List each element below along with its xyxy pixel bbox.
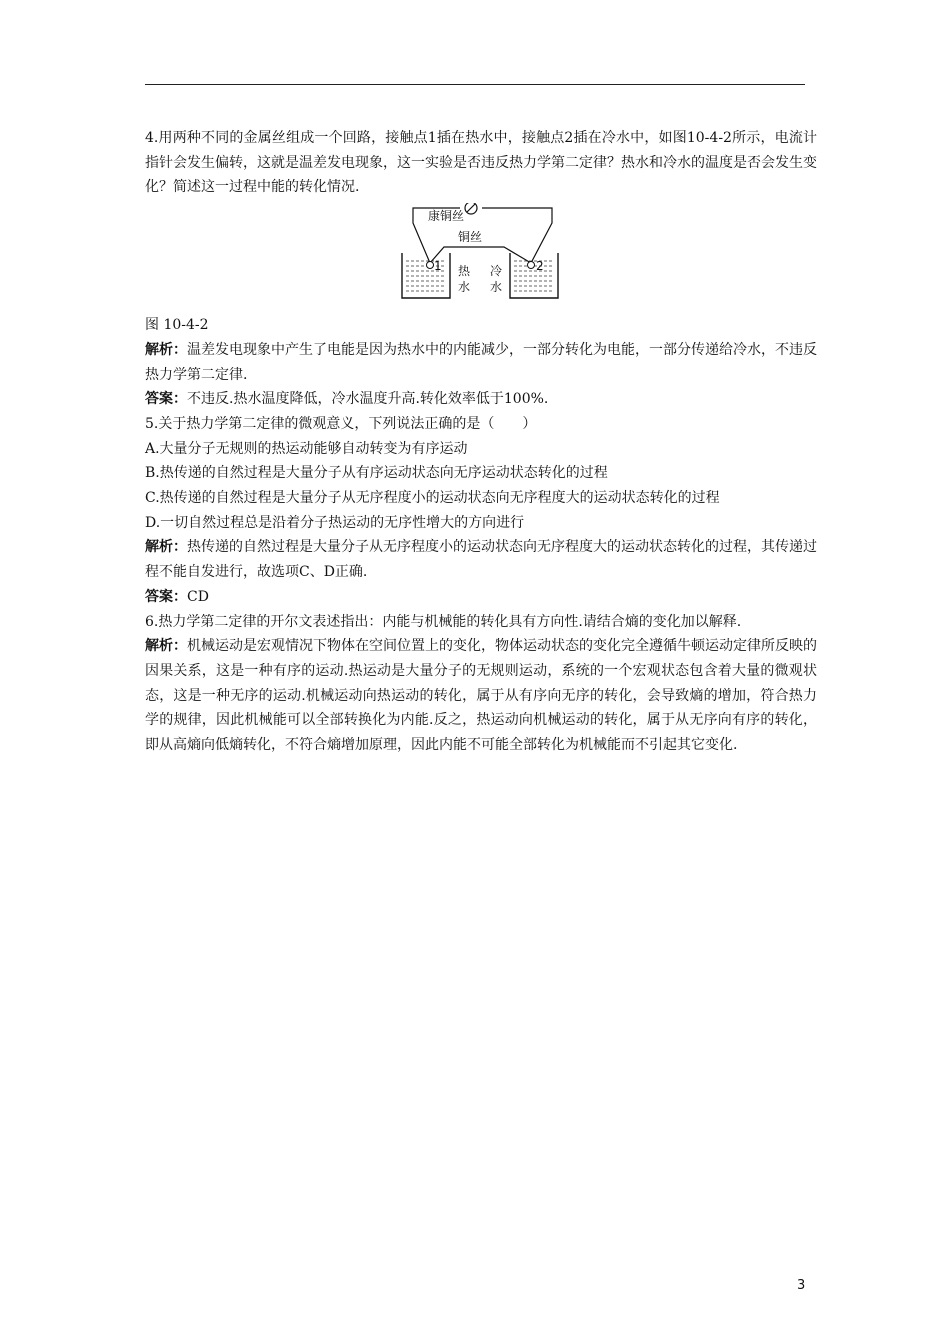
label-copper: 铜丝 [458,230,483,245]
cold-water-label-1: 冷 [490,264,503,279]
q5-analysis-text: 热传递的自然过程是大量分子从无序程度小的运动状态向无序程度大的运动状态转化的过程，其传递过程不能自发进行，故选项C、D正确. [145,539,817,581]
q5-option-b: B.热传递的自然过程是大量分子从有序运动状态向无序运动状态转化的过程 [145,465,608,482]
junction-2-label: 2 [536,259,544,274]
q4-text: 4.用两种不同的金属丝组成一个回路，接触点1插在热水中，接触点2插在冷水中，如图10-4-2所示，电流计指针会发生偏转，这就是温差发电现象，这一实验是否违反热力学第二定律？热水和冷水的温度是否会发生变化？简述这一过程中能的转化情况. [145,130,817,196]
q5-option-a: A.大量分子无规则的热运动能够自动转变为有序运动 [145,440,468,457]
q5-answer [145,585,817,610]
figure-caption: 图 10-4-2 [145,317,209,334]
page-number: 3 [797,1278,806,1293]
q5-option-d: D.一切自然过程总是沿着分子热运动的无序性增大的方向进行 [145,514,525,531]
junction-2 [528,262,535,269]
hot-water-label-1: 热 [458,264,471,279]
q4-analysis-text: 温差发电现象中产生了电能是因为热水中的内能减少，一部分转化为电能，一部分传递给冷水，不违反热力学第二定律. [145,341,817,383]
q4-analysis [145,338,817,387]
label-constantan: 康铜丝 [428,209,465,224]
analysis-label: 解析： [145,539,187,556]
q6-analysis [145,634,817,758]
analysis-label: 解析： [145,638,187,655]
cold-water-label-2: 水 [490,280,503,295]
thermocouple-diagram [400,203,570,303]
q4-answer [145,387,817,412]
page-content [145,126,817,758]
q6-analysis-text: 机械运动是宏观情况下物体在空间位置上的变化，物体运动状态的变化完全遵循牛顿运动定律所反映的因果关系，这是一种有序的运动.热运动是大量分子的无规则运动，系统的一个宏观状态包含着大量的微观状态，这是一种无序的运动.机械运动向热运动的转化，属于从有序向无序的转化，会导致熵的增加，符合热力学的规律，因此机械能可以全部转换化为内能.反之，热运动向机械运动的转化，属于从无序向有序的转化，即从高熵向低熵转化，不符合熵增加原理，因此内能不可能全部转化为机械能而不引起其它变化. [145,638,817,754]
analysis-label: 解析： [145,341,187,358]
q5-option-c: C.热传递的自然过程是大量分子从无序程度小的运动状态向无序程度大的运动状态转化的过程 [145,490,720,507]
q5-analysis [145,535,817,584]
header-rule [145,84,805,85]
q5-text: 5.关于热力学第二定律的微观意义，下列说法正确的是（ ） [145,415,537,432]
junction-1 [427,262,434,269]
q5-answer-text: CD [187,588,209,605]
hot-water-label-2: 水 [458,280,471,295]
answer-label: 答案： [145,588,187,605]
figure-thermocouple [145,203,817,313]
junction-1-label: 1 [434,259,442,274]
answer-label: 答案： [145,391,187,408]
q4-answer-text: 不违反.热水温度降低，冷水温度升高.转化效率低于100%. [187,391,549,408]
q6-text: 6.热力学第二定律的开尔文表述指出：内能与机械能的转化具有方向性.请结合熵的变化加以解释. [145,613,742,630]
